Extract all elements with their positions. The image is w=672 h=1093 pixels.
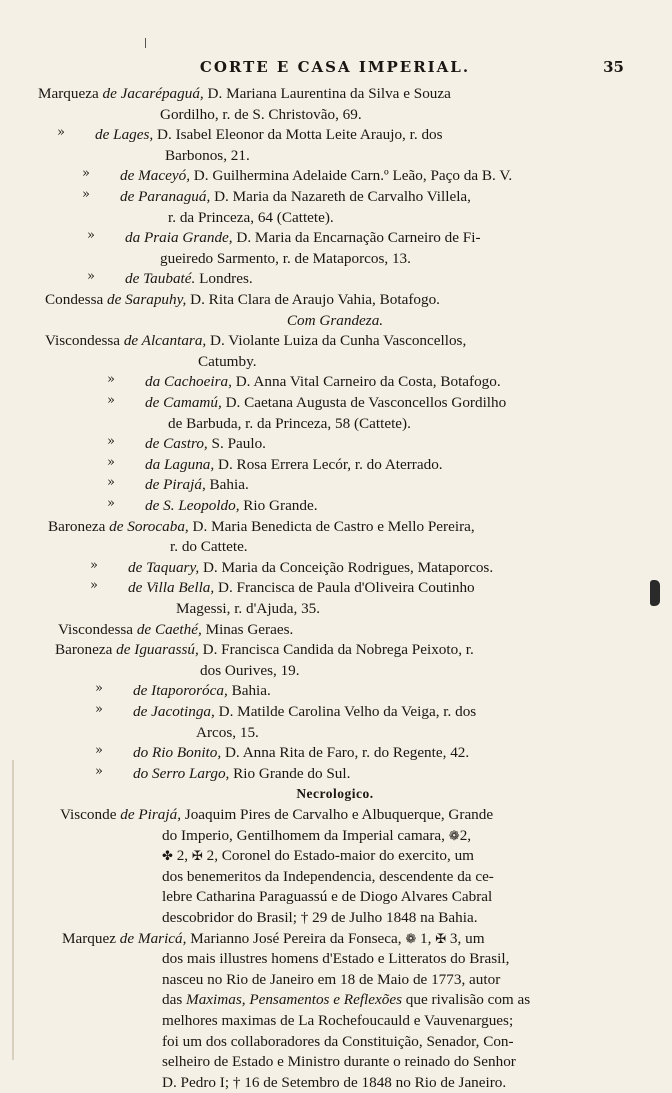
- text-run: do Imperio, Gentilhomem da Imperial camara,: [162, 826, 449, 844]
- order-symbol: ✠: [191, 848, 203, 864]
- margin-crease: [12, 760, 14, 1060]
- text-run: lebre Catharina Paraguassú e de Diogo Alvares Cabral: [162, 888, 493, 906]
- text-run: D. Anna Vital Carneiro da Costa, Botafogo.: [231, 373, 501, 391]
- text-run: r. da Princeza, 64 (Cattete).: [168, 208, 334, 226]
- text-run: Condessa: [45, 291, 108, 308]
- italic-text: de Paranaguá,: [120, 188, 211, 205]
- text-run: D. Anna Rita de Faro, r. do Regente, 42.: [221, 744, 470, 762]
- order-symbol: ❁: [448, 827, 460, 843]
- ditto-mark: »: [95, 763, 103, 779]
- italic-text: Maximas, Pensamentos e Reflexões: [186, 991, 402, 1009]
- text-run: D. Rosa Errera Lecór, r. do Aterrado.: [214, 455, 443, 473]
- text-line: [95, 125, 443, 145]
- text-run: D. Isabel Eleonor da Motta Leite Araujo, r. dos: [153, 126, 443, 144]
- text-line: [196, 723, 259, 743]
- text-line: [133, 764, 350, 784]
- ditto-mark: »: [82, 187, 90, 202]
- text-run: Londres.: [195, 270, 253, 288]
- text-line: [145, 372, 501, 392]
- text-run: D. Matilde Carolina Velho da Veiga, r. dos: [214, 703, 477, 720]
- italic-text: do Serro Largo,: [133, 764, 230, 782]
- margin-blot: [650, 580, 660, 606]
- italic-text: de Pirajá,: [120, 806, 181, 823]
- text-run: D. Mariana Laurentina da Silva e Souza: [203, 85, 451, 102]
- italic-text: de Villa Bella,: [128, 579, 215, 597]
- italic-text: Com Grandeza.: [286, 311, 384, 329]
- text-line: [133, 702, 476, 722]
- text-line: [145, 496, 318, 516]
- italic-text: de Itapororóca,: [133, 682, 228, 700]
- italic-text: da Praia Grande,: [125, 229, 233, 247]
- text-run: melhores maximas de La Rochefoucauld e Vauvenargues;: [162, 1012, 514, 1029]
- text-run: 2, Coronel do Estado-maior do exercito, um: [202, 847, 474, 865]
- text-line: [60, 805, 493, 825]
- text-run: Viscondessa: [58, 620, 137, 638]
- text-line: [170, 537, 248, 557]
- text-line: [162, 970, 500, 990]
- italic-text: de Maceyó,: [120, 167, 190, 185]
- text-run: Marqueza: [38, 85, 103, 102]
- text-run: nasceu no Rio de Janeiro em 18 de Maio de 1773, autor: [162, 970, 501, 988]
- ditto-mark: »: [87, 228, 95, 244]
- text-run: das: [162, 991, 187, 1009]
- text-run: dos benemeritos da Independencia, descendente da ce-: [162, 867, 494, 885]
- text-run: Rio Grande.: [239, 497, 318, 514]
- text-run: r. do Cattete.: [170, 538, 248, 556]
- text-run: Joaquim Pires de Carvalho e Albuquerque, Grande: [181, 806, 494, 823]
- text-run: selheiro de Estado e Ministro durante o reinado do Senhor: [162, 1053, 516, 1071]
- page-number: 35: [603, 58, 624, 76]
- italic-text: de Pirajá,: [145, 476, 206, 494]
- text-line: [162, 1052, 516, 1072]
- ditto-mark: »: [95, 681, 103, 697]
- text-run: D. Maria da Nazareth de Carvalho Villela,: [210, 188, 471, 205]
- text-run: Visconde: [60, 806, 121, 823]
- italic-text: de Alcantara,: [123, 332, 207, 350]
- italic-text: de Camamú,: [145, 394, 222, 411]
- text-run: D. Maria Benedicta de Castro e Mello Pereira,: [188, 517, 475, 535]
- text-line: [168, 208, 334, 228]
- text-run: 2,: [459, 826, 472, 844]
- italic-text: de Sorocaba,: [109, 517, 189, 535]
- ditto-mark: »: [107, 393, 115, 408]
- italic-text: de Taubaté.: [125, 270, 196, 288]
- italic-text: da Laguna,: [145, 455, 215, 473]
- italic-text: de Maricá,: [119, 929, 187, 947]
- text-run: Bahia.: [227, 682, 271, 700]
- text-line: [55, 640, 474, 660]
- order-symbol: ❁: [405, 930, 417, 946]
- text-run: Bahia.: [205, 476, 249, 494]
- italic-text: de Lages,: [95, 126, 154, 144]
- text-run: D. Rita Clara de Araujo Vahia, Botafogo.: [186, 291, 440, 308]
- text-run: D. Maria da Encarnação Carneiro de Fi-: [232, 229, 481, 247]
- order-symbol: ✠: [435, 930, 447, 946]
- ditto-mark: »: [90, 557, 98, 573]
- text-run: 1,: [416, 929, 436, 947]
- ditto-mark: »: [107, 372, 115, 388]
- running-title: CORTE E CASA IMPERIAL.: [199, 58, 471, 76]
- text-line: [160, 249, 411, 269]
- text-line: [125, 269, 253, 289]
- ditto-mark: »: [95, 743, 103, 759]
- text-run: D. Francisca de Paula d'Oliveira Coutinho: [214, 579, 475, 597]
- text-line: [162, 908, 478, 928]
- italic-text: de Sarapuhy,: [107, 291, 187, 308]
- text-line: [162, 1011, 513, 1031]
- ditto-mark: »: [57, 125, 65, 141]
- text-line: [165, 146, 250, 166]
- text-line: [168, 414, 411, 434]
- text-line: [128, 558, 493, 578]
- ditto-mark: »: [90, 578, 98, 594]
- text-line: [45, 331, 466, 351]
- text-run: Minas Geraes.: [201, 620, 294, 638]
- text-line: [133, 743, 469, 763]
- text-line: [128, 578, 475, 598]
- text-line: [176, 599, 320, 619]
- italic-text: de Caethé,: [136, 620, 202, 638]
- text-line: [40, 784, 630, 804]
- ditto-mark: »: [82, 166, 90, 182]
- text-run: Gordilho, r. de S. Christovão, 69.: [160, 105, 362, 123]
- text-line: [145, 475, 249, 495]
- text-run: que rivalisão com as: [401, 991, 531, 1009]
- text-line: [125, 228, 481, 248]
- text-line: [120, 187, 471, 207]
- italic-text: da Cachoeira,: [145, 373, 232, 391]
- ditto-mark: »: [107, 496, 115, 511]
- italic-text: de Taquary,: [128, 558, 200, 576]
- text-line: [62, 929, 485, 949]
- text-run: dos Ourives, 19.: [200, 661, 300, 679]
- italic-text: de Castro,: [145, 435, 208, 453]
- text-run: Baroneza: [55, 641, 117, 659]
- italic-text: de Jacotinga,: [133, 703, 215, 720]
- text-run: Arcos, 15.: [196, 723, 259, 741]
- text-run: Necrologico.: [296, 786, 374, 802]
- text-run: D. Francisca Candida da Nobrega Peixoto, r.: [198, 641, 474, 659]
- text-run: Rio Grande do Sul.: [229, 764, 351, 782]
- text-run: foi um dos collaboradores da Constituição, Senador, Con-: [162, 1032, 514, 1050]
- text-run: Marianno José Pereira da Fonseca,: [186, 929, 406, 947]
- text-line: [40, 311, 630, 331]
- text-run: 3, um: [446, 929, 485, 947]
- text-run: Magessi, r. d'Ajuda, 35.: [176, 600, 321, 617]
- text-line: [38, 84, 451, 104]
- text-run: D. Maria da Conceição Rodrigues, Mataporcos.: [199, 558, 494, 576]
- page-header: [40, 58, 630, 82]
- text-run: descobridor do Brasil; † 29 de Julho 1848 na Bahia.: [162, 909, 478, 926]
- margin-tick: [145, 38, 146, 48]
- ditto-mark: »: [107, 475, 115, 491]
- text-run: Baroneza: [48, 517, 110, 535]
- text-line: [162, 826, 471, 846]
- text-line: [162, 846, 474, 866]
- text-line: [145, 434, 266, 454]
- text-line: [162, 949, 509, 969]
- text-line: [162, 867, 494, 887]
- order-symbol: ✤: [162, 848, 173, 864]
- italic-text: de Iguarassú,: [116, 641, 199, 659]
- italic-text: de S. Leopoldo,: [145, 497, 240, 514]
- ditto-mark: »: [87, 269, 95, 285]
- text-run: Viscondessa: [45, 332, 124, 350]
- text-line: [160, 105, 362, 125]
- text-run: D. Guilhermina Adelaide Carn.º Leão, Paço da B. V.: [190, 167, 513, 185]
- text-line: [200, 661, 300, 681]
- text-line: [48, 517, 475, 537]
- italic-text: do Rio Bonito,: [133, 744, 222, 762]
- text-line: [162, 990, 530, 1010]
- text-line: [58, 620, 293, 640]
- text-run: D. Caetana Augusta de Vasconcellos Gordilho: [221, 394, 507, 411]
- text-line: [145, 455, 443, 475]
- text-line: [162, 887, 492, 907]
- text-run: D. Pedro I; † 16 de Setembro de 1848 no Rio de Janeiro.: [162, 1073, 507, 1091]
- text-run: 2,: [172, 847, 192, 865]
- text-line: [162, 1032, 514, 1052]
- ditto-mark: »: [95, 702, 103, 717]
- italic-text: de Jacarépaguá,: [102, 85, 204, 102]
- text-line: [45, 290, 440, 310]
- ditto-mark: »: [107, 454, 115, 470]
- text-run: Marquez: [62, 929, 120, 947]
- text-run: dos mais illustres homens d'Estado e Litteratos do Brasil,: [162, 950, 510, 968]
- text-run: de Barbuda, r. da Princeza, 58 (Cattete).: [168, 414, 411, 432]
- text-run: gueiredo Sarmento, r. de Mataporcos, 13.: [160, 249, 411, 267]
- text-run: Catumby.: [198, 352, 257, 370]
- text-run: Barbonos, 21.: [165, 146, 250, 164]
- text-line: [198, 352, 257, 372]
- text-line: [133, 681, 271, 701]
- text-line: [145, 393, 506, 413]
- text-run: S. Paulo.: [207, 435, 266, 453]
- text-line: [120, 166, 512, 186]
- text-run: D. Violante Luiza da Cunha Vasconcellos,: [206, 332, 467, 350]
- ditto-mark: »: [107, 434, 115, 450]
